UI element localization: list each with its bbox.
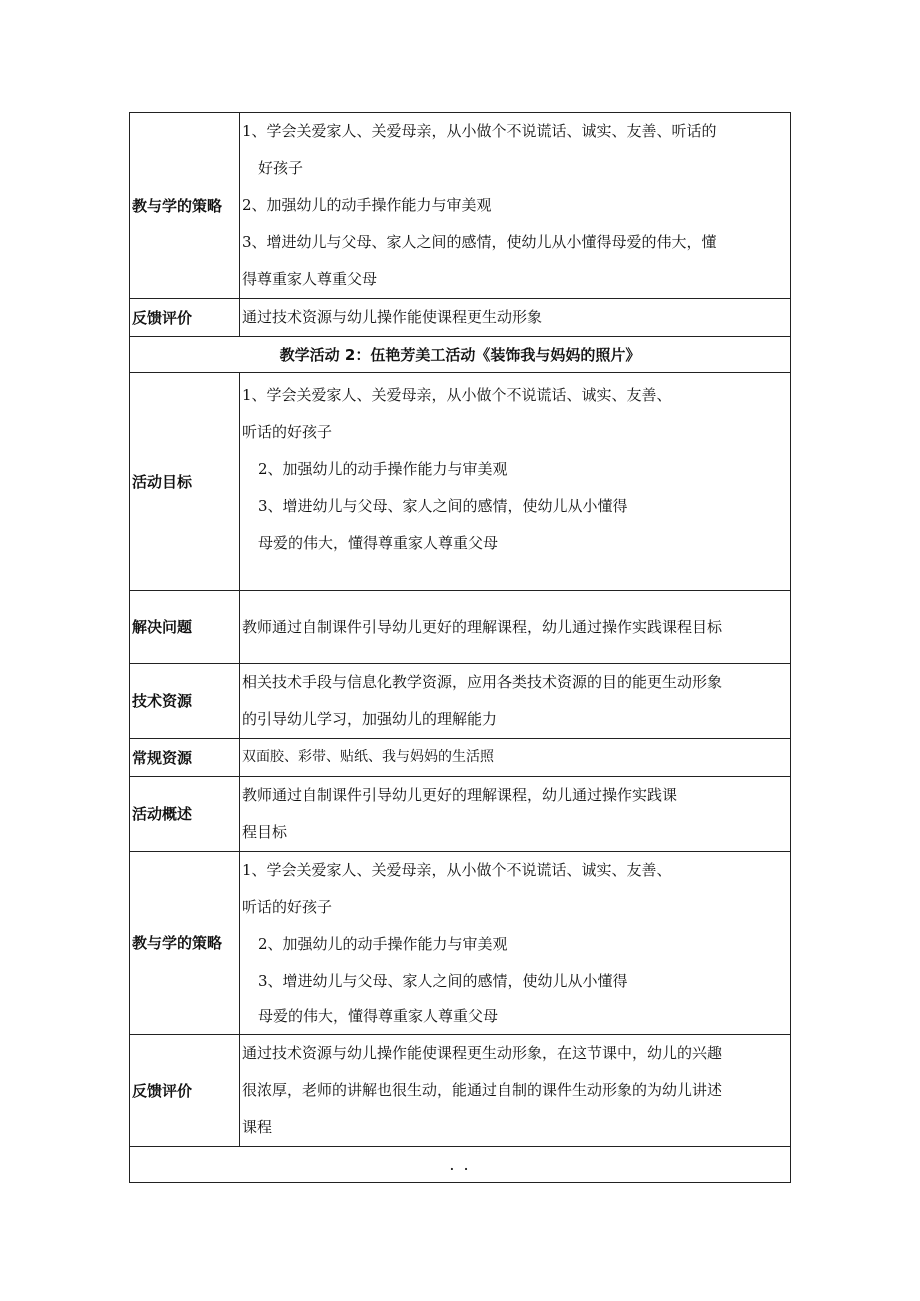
content-line: 1、学会关爱家人、关爱母亲，从小做个不说谎话、诚实、友善、听话的 xyxy=(242,122,717,140)
table-row xyxy=(130,1147,791,1183)
content-line: 1、学会关爱家人、关爱母亲，从小做个不说谎话、诚实、友善、 xyxy=(242,386,672,404)
table-row xyxy=(130,739,791,777)
table-row xyxy=(130,591,791,664)
row-content-feedback: 通过技术资源与幼儿操作能使课程更生动形象 xyxy=(240,299,791,337)
content-line: 听话的好孩子 xyxy=(242,423,333,441)
content-line: 程目标 xyxy=(242,823,288,841)
table-row xyxy=(130,777,791,852)
content-line: 3、增进幼儿与父母、家人之间的感情，使幼儿从小懂得母爱的伟大，懂 xyxy=(242,233,717,251)
row-content-feedback xyxy=(240,1035,791,1147)
content-line: 2、加强幼儿的动手操作能力与审美观 xyxy=(258,460,508,478)
content-line: 2、加强幼儿的动手操作能力与审美观 xyxy=(258,935,508,953)
label-text: 教与学的策略 xyxy=(132,196,223,215)
row-content-overview xyxy=(240,777,791,852)
row-label-tech: 技术资源 xyxy=(130,664,240,739)
table-row xyxy=(130,852,791,1035)
footer-dots: . . xyxy=(130,1147,791,1183)
content-line: 好孩子 xyxy=(258,159,304,177)
row-label-strategy xyxy=(130,113,240,299)
content-line: 3、增进幼儿与父母、家人之间的感情，使幼儿从小懂得 xyxy=(258,972,628,990)
content-line: 教师通过自制课件引导幼儿更好的理解课程，幼儿通过操作实践课 xyxy=(242,786,678,804)
content-line: 听话的好孩子 xyxy=(242,898,333,916)
content-line: 3、增进幼儿与父母、家人之间的感情，使幼儿从小懂得 xyxy=(258,497,628,515)
row-label-goals: 活动目标 xyxy=(130,373,240,591)
table-row xyxy=(130,664,791,739)
table-row xyxy=(130,1035,791,1147)
row-label-feedback: 反馈评价 xyxy=(130,299,240,337)
content-line: 很浓厚，老师的讲解也很生动，能通过自制的课件生动形象的为幼儿讲述 xyxy=(242,1081,723,1099)
row-label-strategy: 教与学的策略 xyxy=(130,852,240,1035)
row-label-regular: 常规资源 xyxy=(130,739,240,777)
content-line: 母爱的伟大，懂得尊重家人尊重父母 xyxy=(258,534,499,552)
content-line: 课程 xyxy=(242,1118,273,1136)
row-label-overview: 活动概述 xyxy=(130,777,240,852)
content-line: 得尊重家人尊重父母 xyxy=(242,270,378,288)
row-content-tech xyxy=(240,664,791,739)
row-content-problem: 教师通过自制课件引导幼儿更好的理解课程，幼儿通过操作实践课程目标 xyxy=(240,591,791,664)
content-line: 1、学会关爱家人、关爱母亲，从小做个不说谎话、诚实、友善、 xyxy=(242,861,672,879)
table-row xyxy=(130,337,791,373)
row-content-strategy xyxy=(240,113,791,299)
activity-title: 教学活动 2：伍艳芳美工活动《装饰我与妈妈的照片》 xyxy=(130,337,791,373)
content-line: 相关技术手段与信息化教学资源，应用各类技术资源的目的能更生动形象 xyxy=(242,673,723,691)
content-line: 2、加强幼儿的动手操作能力与审美观 xyxy=(242,196,492,214)
table-row xyxy=(130,113,791,299)
table-row xyxy=(130,373,791,591)
content-line: 的引导幼儿学习，加强幼儿的理解能力 xyxy=(242,710,498,728)
row-label-feedback: 反馈评价 xyxy=(130,1035,240,1147)
content-line: 母爱的伟大，懂得尊重家人尊重父母 xyxy=(258,1007,499,1025)
row-content-goals xyxy=(240,373,791,591)
row-content-regular: 双面胶、彩带、贴纸、我与妈妈的生活照 xyxy=(240,739,791,777)
row-content-strategy xyxy=(240,852,791,1035)
content-line: 通过技术资源与幼儿操作能使课程更生动形象，在这节课中，幼儿的兴趣 xyxy=(242,1044,723,1062)
table-row xyxy=(130,299,791,337)
row-label-problem: 解决问题 xyxy=(130,591,240,664)
lesson-plan-table xyxy=(129,112,791,1183)
